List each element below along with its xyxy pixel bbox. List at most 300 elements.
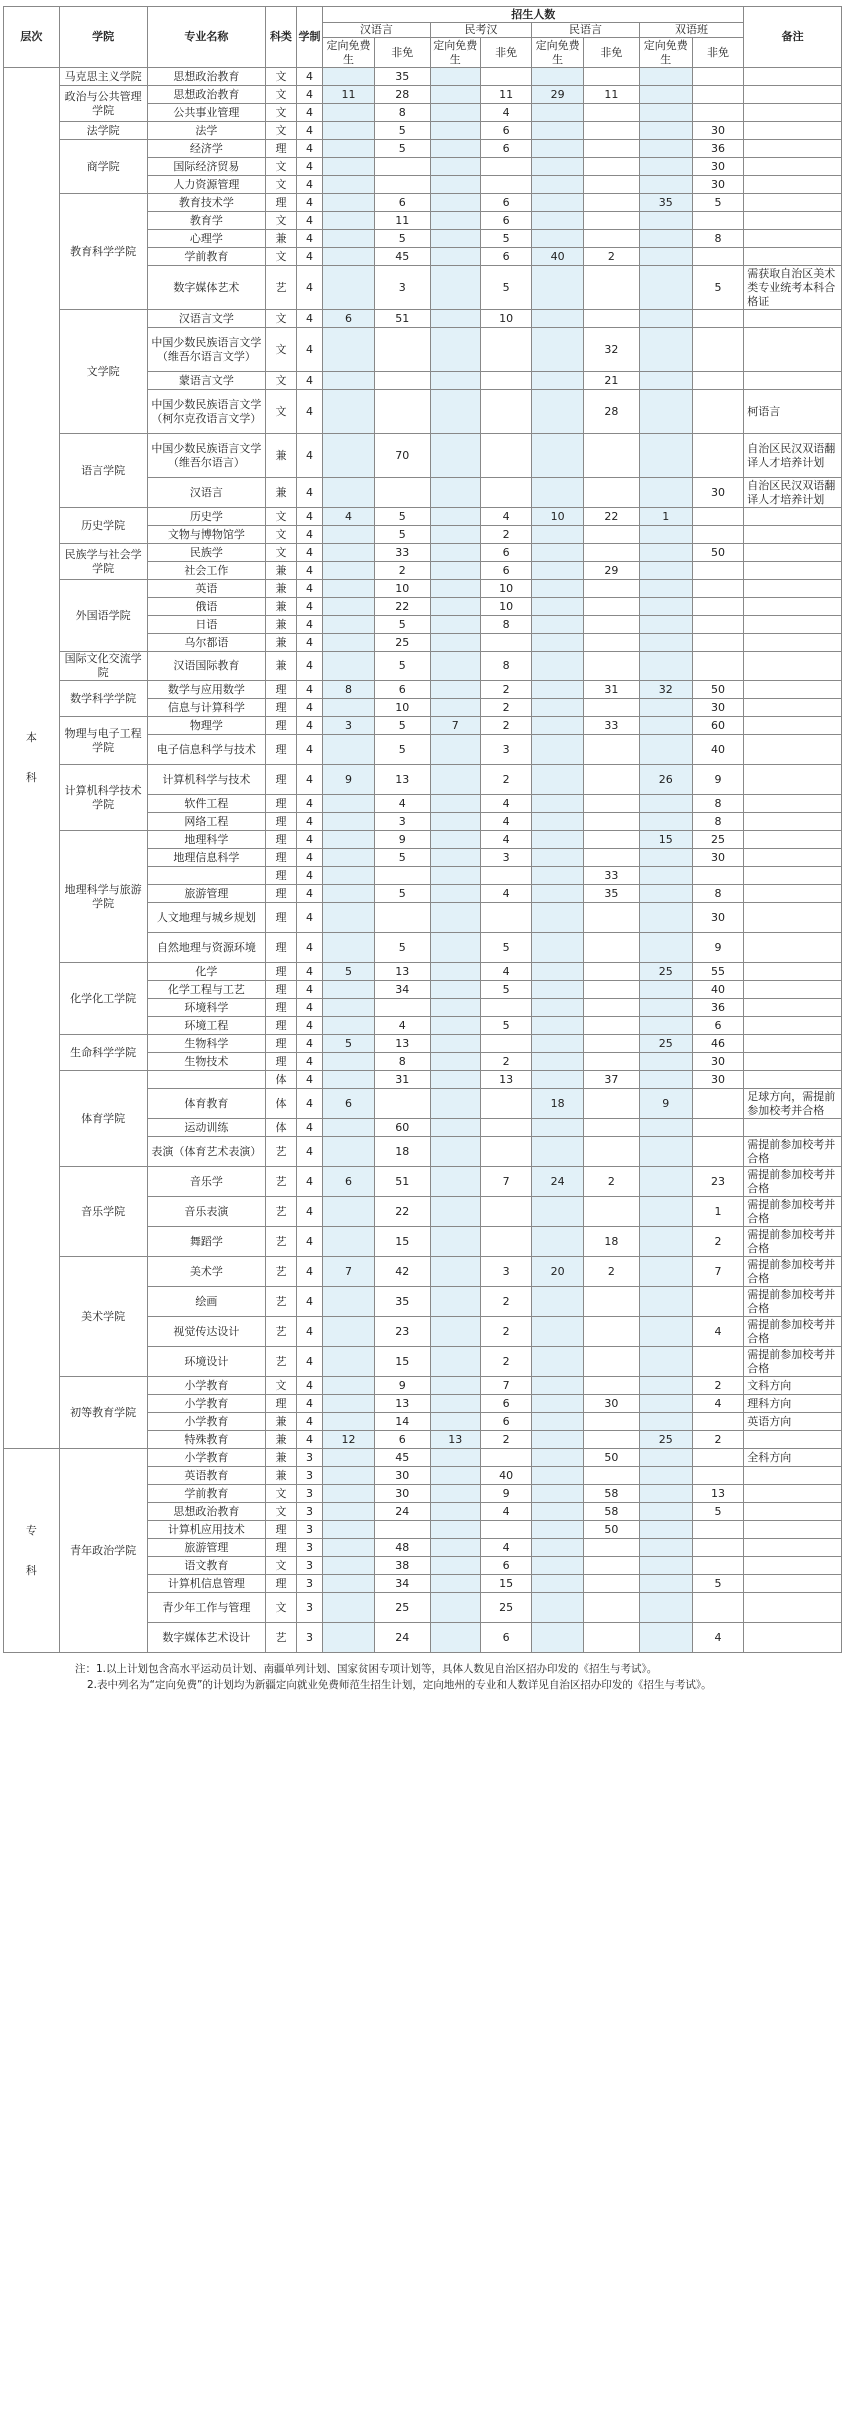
nondirected-count-cell: [692, 1347, 744, 1377]
directed-count-cell: [532, 1227, 584, 1257]
years-cell: 4: [296, 1071, 322, 1089]
nondirected-count-cell: 5: [374, 616, 430, 634]
nondirected-count-cell: [692, 390, 744, 434]
directed-count-cell: [323, 1317, 375, 1347]
nondirected-count-cell: [583, 598, 639, 616]
years-cell: 4: [296, 717, 322, 735]
directed-count-cell: [639, 140, 692, 158]
remark-cell: [744, 699, 842, 717]
header-nondirected: 非免: [480, 38, 532, 68]
directed-count-cell: [430, 140, 480, 158]
major-cell: 表演（体育艺术表演）: [147, 1137, 266, 1167]
directed-count-cell: [323, 1287, 375, 1317]
directed-count-cell: [532, 885, 584, 903]
directed-count-cell: [639, 598, 692, 616]
directed-count-cell: [430, 1347, 480, 1377]
nondirected-count-cell: 50: [692, 544, 744, 562]
nondirected-count-cell: 5: [374, 885, 430, 903]
years-cell: 4: [296, 230, 322, 248]
subject-cell: 兼: [266, 1467, 297, 1485]
years-cell: 4: [296, 1287, 322, 1317]
nondirected-count-cell: 18: [374, 1137, 430, 1167]
college-cell: 生命科学学院: [59, 1035, 147, 1071]
major-cell: 思想政治教育: [147, 86, 266, 104]
years-cell: 4: [296, 885, 322, 903]
directed-count-cell: [532, 212, 584, 230]
subject-cell: 文: [266, 1593, 297, 1623]
directed-count-cell: [639, 616, 692, 634]
directed-count-cell: [639, 1593, 692, 1623]
subject-cell: 文: [266, 1377, 297, 1395]
directed-count-cell: [323, 580, 375, 598]
remark-cell: [744, 1557, 842, 1575]
years-cell: 3: [296, 1557, 322, 1575]
directed-count-cell: [430, 1053, 480, 1071]
years-cell: 4: [296, 372, 322, 390]
remark-cell: [744, 735, 842, 765]
years-cell: 4: [296, 434, 322, 478]
nondirected-count-cell: 5: [374, 508, 430, 526]
nondirected-count-cell: 25: [692, 831, 744, 849]
header-nondirected: 非免: [374, 38, 430, 68]
directed-count-cell: [430, 1257, 480, 1287]
remark-cell: 需提前参加校考并合格: [744, 1317, 842, 1347]
nondirected-count-cell: 2: [692, 1227, 744, 1257]
nondirected-count-cell: 2: [583, 1257, 639, 1287]
remark-cell: 柯语言: [744, 390, 842, 434]
directed-count-cell: [323, 526, 375, 544]
nondirected-count-cell: [480, 372, 532, 390]
directed-count-cell: [639, 652, 692, 681]
nondirected-count-cell: 50: [692, 681, 744, 699]
nondirected-count-cell: 5: [692, 194, 744, 212]
nondirected-count-cell: 9: [374, 831, 430, 849]
directed-count-cell: [532, 849, 584, 867]
header-subject: 科类: [266, 7, 297, 68]
subject-cell: 艺: [266, 1257, 297, 1287]
directed-count-cell: [532, 544, 584, 562]
nondirected-count-cell: 2: [374, 562, 430, 580]
remark-cell: [744, 867, 842, 885]
directed-count-cell: [430, 68, 480, 86]
nondirected-count-cell: [374, 999, 430, 1017]
directed-count-cell: [323, 885, 375, 903]
directed-count-cell: [532, 140, 584, 158]
table-row: [4, 68, 842, 86]
directed-count-cell: [430, 372, 480, 390]
directed-count-cell: [532, 813, 584, 831]
remark-cell: [744, 849, 842, 867]
nondirected-count-cell: 6: [480, 1623, 532, 1653]
directed-count-cell: [639, 1395, 692, 1413]
nondirected-count-cell: 30: [374, 1485, 430, 1503]
nondirected-count-cell: 6: [374, 194, 430, 212]
remark-cell: [744, 248, 842, 266]
nondirected-count-cell: [480, 390, 532, 434]
directed-count-cell: [532, 390, 584, 434]
years-cell: 4: [296, 652, 322, 681]
remark-cell: [744, 598, 842, 616]
remark-cell: [744, 562, 842, 580]
subject-cell: 艺: [266, 1287, 297, 1317]
remark-cell: [744, 310, 842, 328]
table-row: [4, 140, 842, 158]
nondirected-count-cell: 6: [480, 562, 532, 580]
header-directed: 定向免费生: [639, 38, 692, 68]
directed-count-cell: [639, 248, 692, 266]
directed-count-cell: [430, 765, 480, 795]
directed-count-cell: [639, 717, 692, 735]
table-row: [4, 681, 842, 699]
nondirected-count-cell: 7: [480, 1377, 532, 1395]
directed-count-cell: [532, 1395, 584, 1413]
nondirected-count-cell: 51: [374, 1167, 430, 1197]
directed-count-cell: [532, 266, 584, 310]
subject-cell: 文: [266, 1557, 297, 1575]
directed-count-cell: [430, 248, 480, 266]
subject-cell: 艺: [266, 1347, 297, 1377]
nondirected-count-cell: [583, 1623, 639, 1653]
directed-count-cell: [430, 598, 480, 616]
directed-count-cell: [639, 1137, 692, 1167]
college-cell: 商学院: [59, 140, 147, 194]
header-directed: 定向免费生: [532, 38, 584, 68]
years-cell: 3: [296, 1467, 322, 1485]
nondirected-count-cell: 5: [374, 526, 430, 544]
directed-count-cell: [323, 1575, 375, 1593]
directed-count-cell: [532, 1623, 584, 1653]
directed-count-cell: [323, 1053, 375, 1071]
major-cell: 视觉传达设计: [147, 1317, 266, 1347]
remark-cell: [744, 999, 842, 1017]
directed-count-cell: [430, 849, 480, 867]
nondirected-count-cell: 5: [374, 849, 430, 867]
directed-count-cell: [430, 1557, 480, 1575]
directed-count-cell: 32: [639, 681, 692, 699]
major-cell: 网络工程: [147, 813, 266, 831]
directed-count-cell: [639, 867, 692, 885]
nondirected-count-cell: 25: [374, 634, 430, 652]
remark-cell: [744, 933, 842, 963]
directed-count-cell: [639, 104, 692, 122]
nondirected-count-cell: [692, 1089, 744, 1119]
directed-count-cell: [639, 1539, 692, 1557]
remark-cell: [744, 1485, 842, 1503]
directed-count-cell: [323, 266, 375, 310]
directed-count-cell: [323, 478, 375, 508]
nondirected-count-cell: [583, 526, 639, 544]
major-cell: 思想政治教育: [147, 1503, 266, 1521]
directed-count-cell: [430, 795, 480, 813]
directed-count-cell: [532, 1017, 584, 1035]
directed-count-cell: [532, 1593, 584, 1623]
directed-count-cell: [430, 104, 480, 122]
directed-count-cell: 29: [532, 86, 584, 104]
table-row: [4, 194, 842, 212]
directed-count-cell: 13: [430, 1431, 480, 1449]
nondirected-count-cell: [583, 310, 639, 328]
nondirected-count-cell: 2: [480, 1053, 532, 1071]
nondirected-count-cell: [583, 765, 639, 795]
major-cell: 汉语言文学: [147, 310, 266, 328]
table-row: [4, 1449, 842, 1467]
directed-count-cell: 18: [532, 1089, 584, 1119]
college-cell: 教育科学学院: [59, 194, 147, 310]
directed-count-cell: [639, 1485, 692, 1503]
nondirected-count-cell: [692, 86, 744, 104]
directed-count-cell: [323, 699, 375, 717]
directed-count-cell: [323, 1539, 375, 1557]
remark-cell: [744, 508, 842, 526]
header-directed: 定向免费生: [430, 38, 480, 68]
directed-count-cell: [323, 1347, 375, 1377]
years-cell: 4: [296, 699, 322, 717]
directed-count-cell: [639, 735, 692, 765]
years-cell: 4: [296, 248, 322, 266]
nondirected-count-cell: 4: [480, 963, 532, 981]
directed-count-cell: [323, 999, 375, 1017]
directed-count-cell: [532, 1071, 584, 1089]
directed-count-cell: [639, 885, 692, 903]
nondirected-count-cell: 4: [480, 813, 532, 831]
major-cell: 经济学: [147, 140, 266, 158]
header-years: 学制: [296, 7, 322, 68]
directed-count-cell: [532, 310, 584, 328]
college-cell: 政治与公共管理学院: [59, 86, 147, 122]
nondirected-count-cell: 7: [692, 1257, 744, 1287]
nondirected-count-cell: [480, 328, 532, 372]
directed-count-cell: [639, 1575, 692, 1593]
years-cell: 3: [296, 1623, 322, 1653]
remark-cell: [744, 68, 842, 86]
nondirected-count-cell: 4: [692, 1623, 744, 1653]
header-group-minyu: 民语言: [532, 23, 639, 38]
directed-count-cell: [430, 1137, 480, 1167]
nondirected-count-cell: 45: [374, 1449, 430, 1467]
college-cell: 物理与电子工程学院: [59, 717, 147, 765]
directed-count-cell: [323, 194, 375, 212]
major-cell: 小学教育: [147, 1395, 266, 1413]
nondirected-count-cell: [692, 248, 744, 266]
directed-count-cell: [323, 598, 375, 616]
years-cell: 4: [296, 158, 322, 176]
directed-count-cell: [323, 1467, 375, 1485]
years-cell: 4: [296, 867, 322, 885]
subject-cell: 理: [266, 1017, 297, 1035]
major-cell: 乌尔都语: [147, 634, 266, 652]
nondirected-count-cell: 35: [374, 68, 430, 86]
nondirected-count-cell: [692, 598, 744, 616]
nondirected-count-cell: [583, 634, 639, 652]
major-cell: 环境工程: [147, 1017, 266, 1035]
subject-cell: 文: [266, 122, 297, 140]
nondirected-count-cell: [480, 1089, 532, 1119]
remark-cell: [744, 1575, 842, 1593]
remark-cell: [744, 212, 842, 230]
directed-count-cell: [532, 765, 584, 795]
nondirected-count-cell: 6: [480, 1557, 532, 1575]
nondirected-count-cell: 34: [374, 981, 430, 999]
nondirected-count-cell: [374, 867, 430, 885]
remark-cell: [744, 765, 842, 795]
college-cell: 国际文化交流学院: [59, 652, 147, 681]
years-cell: 4: [296, 122, 322, 140]
years-cell: 4: [296, 765, 322, 795]
nondirected-count-cell: 36: [692, 999, 744, 1017]
directed-count-cell: [532, 478, 584, 508]
subject-cell: 文: [266, 104, 297, 122]
subject-cell: 兼: [266, 1449, 297, 1467]
nondirected-count-cell: 3: [374, 813, 430, 831]
years-cell: 4: [296, 1167, 322, 1197]
years-cell: 4: [296, 1089, 322, 1119]
major-cell: 学前教育: [147, 1485, 266, 1503]
nondirected-count-cell: 60: [692, 717, 744, 735]
directed-count-cell: [532, 1137, 584, 1167]
nondirected-count-cell: [583, 1413, 639, 1431]
directed-count-cell: [532, 903, 584, 933]
major-cell: 运动训练: [147, 1119, 266, 1137]
nondirected-count-cell: 6: [480, 212, 532, 230]
directed-count-cell: [532, 68, 584, 86]
major-cell: 国际经济贸易: [147, 158, 266, 176]
remark-cell: [744, 634, 842, 652]
nondirected-count-cell: 15: [374, 1347, 430, 1377]
nondirected-count-cell: [480, 634, 532, 652]
header-level: 层次: [4, 7, 60, 68]
directed-count-cell: [532, 562, 584, 580]
subject-cell: 兼: [266, 652, 297, 681]
directed-count-cell: [430, 1623, 480, 1653]
nondirected-count-cell: 2: [480, 765, 532, 795]
college-cell: 音乐学院: [59, 1167, 147, 1257]
major-cell: 公共事业管理: [147, 104, 266, 122]
subject-cell: 理: [266, 963, 297, 981]
nondirected-count-cell: [583, 1017, 639, 1035]
remark-cell: [744, 885, 842, 903]
directed-count-cell: [430, 1317, 480, 1347]
nondirected-count-cell: 13: [374, 765, 430, 795]
directed-count-cell: [639, 1557, 692, 1575]
major-cell: 环境设计: [147, 1347, 266, 1377]
directed-count-cell: [532, 1575, 584, 1593]
directed-count-cell: 5: [323, 963, 375, 981]
nondirected-count-cell: 40: [692, 735, 744, 765]
subject-cell: 理: [266, 765, 297, 795]
nondirected-count-cell: 9: [692, 933, 744, 963]
directed-count-cell: [430, 813, 480, 831]
nondirected-count-cell: [480, 1449, 532, 1467]
directed-count-cell: [323, 1557, 375, 1575]
directed-count-cell: [532, 434, 584, 478]
years-cell: 4: [296, 813, 322, 831]
nondirected-count-cell: 4: [480, 508, 532, 526]
nondirected-count-cell: [583, 999, 639, 1017]
subject-cell: 理: [266, 1575, 297, 1593]
nondirected-count-cell: [583, 230, 639, 248]
directed-count-cell: [430, 1017, 480, 1035]
nondirected-count-cell: [692, 1593, 744, 1623]
remark-cell: 需提前参加校考并合格: [744, 1197, 842, 1227]
directed-count-cell: [532, 1557, 584, 1575]
subject-cell: 文: [266, 544, 297, 562]
directed-count-cell: [532, 1053, 584, 1071]
subject-cell: 文: [266, 372, 297, 390]
directed-count-cell: [639, 1257, 692, 1287]
directed-count-cell: [532, 158, 584, 176]
major-cell: [147, 867, 266, 885]
nondirected-count-cell: 22: [374, 1197, 430, 1227]
years-cell: 4: [296, 176, 322, 194]
nondirected-count-cell: 30: [583, 1395, 639, 1413]
directed-count-cell: [430, 478, 480, 508]
years-cell: 4: [296, 1395, 322, 1413]
years-cell: 4: [296, 1197, 322, 1227]
directed-count-cell: 9: [323, 765, 375, 795]
directed-count-cell: [532, 652, 584, 681]
years-cell: 4: [296, 963, 322, 981]
college-cell: 计算机科学技术学院: [59, 765, 147, 831]
directed-count-cell: [532, 1413, 584, 1431]
nondirected-count-cell: 21: [583, 372, 639, 390]
nondirected-count-cell: [583, 212, 639, 230]
directed-count-cell: [323, 230, 375, 248]
nondirected-count-cell: 18: [583, 1227, 639, 1257]
nondirected-count-cell: 2: [480, 681, 532, 699]
nondirected-count-cell: 5: [480, 230, 532, 248]
directed-count-cell: [532, 1287, 584, 1317]
nondirected-count-cell: 4: [480, 795, 532, 813]
subject-cell: 艺: [266, 1197, 297, 1227]
nondirected-count-cell: 10: [374, 580, 430, 598]
years-cell: 4: [296, 598, 322, 616]
directed-count-cell: 12: [323, 1431, 375, 1449]
major-cell: 环境科学: [147, 999, 266, 1017]
subject-cell: 文: [266, 508, 297, 526]
college-cell: 化学化工学院: [59, 963, 147, 1035]
directed-count-cell: [323, 1521, 375, 1539]
nondirected-count-cell: 2: [583, 248, 639, 266]
nondirected-count-cell: 5: [374, 652, 430, 681]
directed-count-cell: 6: [323, 310, 375, 328]
directed-count-cell: 10: [532, 508, 584, 526]
directed-count-cell: [639, 1521, 692, 1539]
directed-count-cell: [532, 176, 584, 194]
directed-count-cell: [639, 390, 692, 434]
directed-count-cell: [323, 849, 375, 867]
nondirected-count-cell: [583, 699, 639, 717]
directed-count-cell: [323, 544, 375, 562]
nondirected-count-cell: 37: [583, 1071, 639, 1089]
nondirected-count-cell: [480, 1521, 532, 1539]
subject-cell: 理: [266, 140, 297, 158]
subject-cell: 兼: [266, 434, 297, 478]
directed-count-cell: [532, 598, 584, 616]
remark-cell: [744, 813, 842, 831]
major-cell: 人文地理与城乡规划: [147, 903, 266, 933]
remark-cell: [744, 903, 842, 933]
major-cell: 历史学: [147, 508, 266, 526]
years-cell: 4: [296, 104, 322, 122]
remark-cell: [744, 104, 842, 122]
directed-count-cell: [532, 1197, 584, 1227]
subject-cell: 理: [266, 1539, 297, 1557]
major-cell: 汉语国际教育: [147, 652, 266, 681]
directed-count-cell: 7: [323, 1257, 375, 1287]
directed-count-cell: [430, 1227, 480, 1257]
nondirected-count-cell: [692, 1539, 744, 1557]
nondirected-count-cell: 5: [692, 1503, 744, 1521]
